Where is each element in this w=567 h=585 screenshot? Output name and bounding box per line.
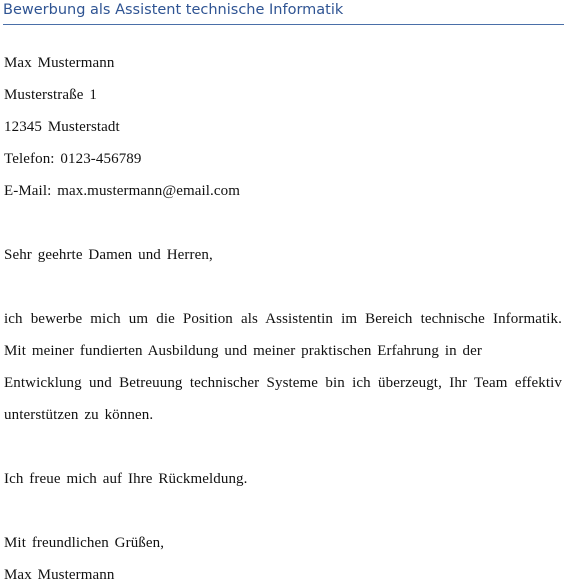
- paragraph-line: Mit meiner fundierten Ausbildung und meiner praktischen Erfahrung in der: [4, 343, 482, 359]
- signature-name: Max Mustermann: [4, 567, 115, 583]
- salutation: Sehr geehrte Damen und Herren,: [4, 247, 213, 263]
- letter-title: Bewerbung als Assistent technische Informatik: [3, 1, 564, 25]
- closing-greeting: Mit freundlichen Grüßen,: [4, 535, 165, 551]
- sender-email: E-Mail: max.mustermann@email.com: [4, 183, 241, 199]
- paragraph-line: unterstützen zu können.: [4, 407, 154, 423]
- paragraph-line: ich bewerbe mich um die Position als Assistentin im Bereich technische Informatik.: [4, 311, 562, 327]
- sender-phone: Telefon: 0123-456789: [4, 151, 142, 167]
- sender-name: Max Mustermann: [4, 55, 115, 71]
- sender-city: 12345 Musterstadt: [4, 119, 120, 135]
- paragraph-line: Entwicklung und Betreuung technischer Systeme bin ich überzeugt, Ihr Team effektiv: [4, 375, 562, 391]
- sender-street: Musterstraße 1: [4, 87, 97, 103]
- closing-paragraph: Ich freue mich auf Ihre Rückmeldung.: [4, 471, 248, 487]
